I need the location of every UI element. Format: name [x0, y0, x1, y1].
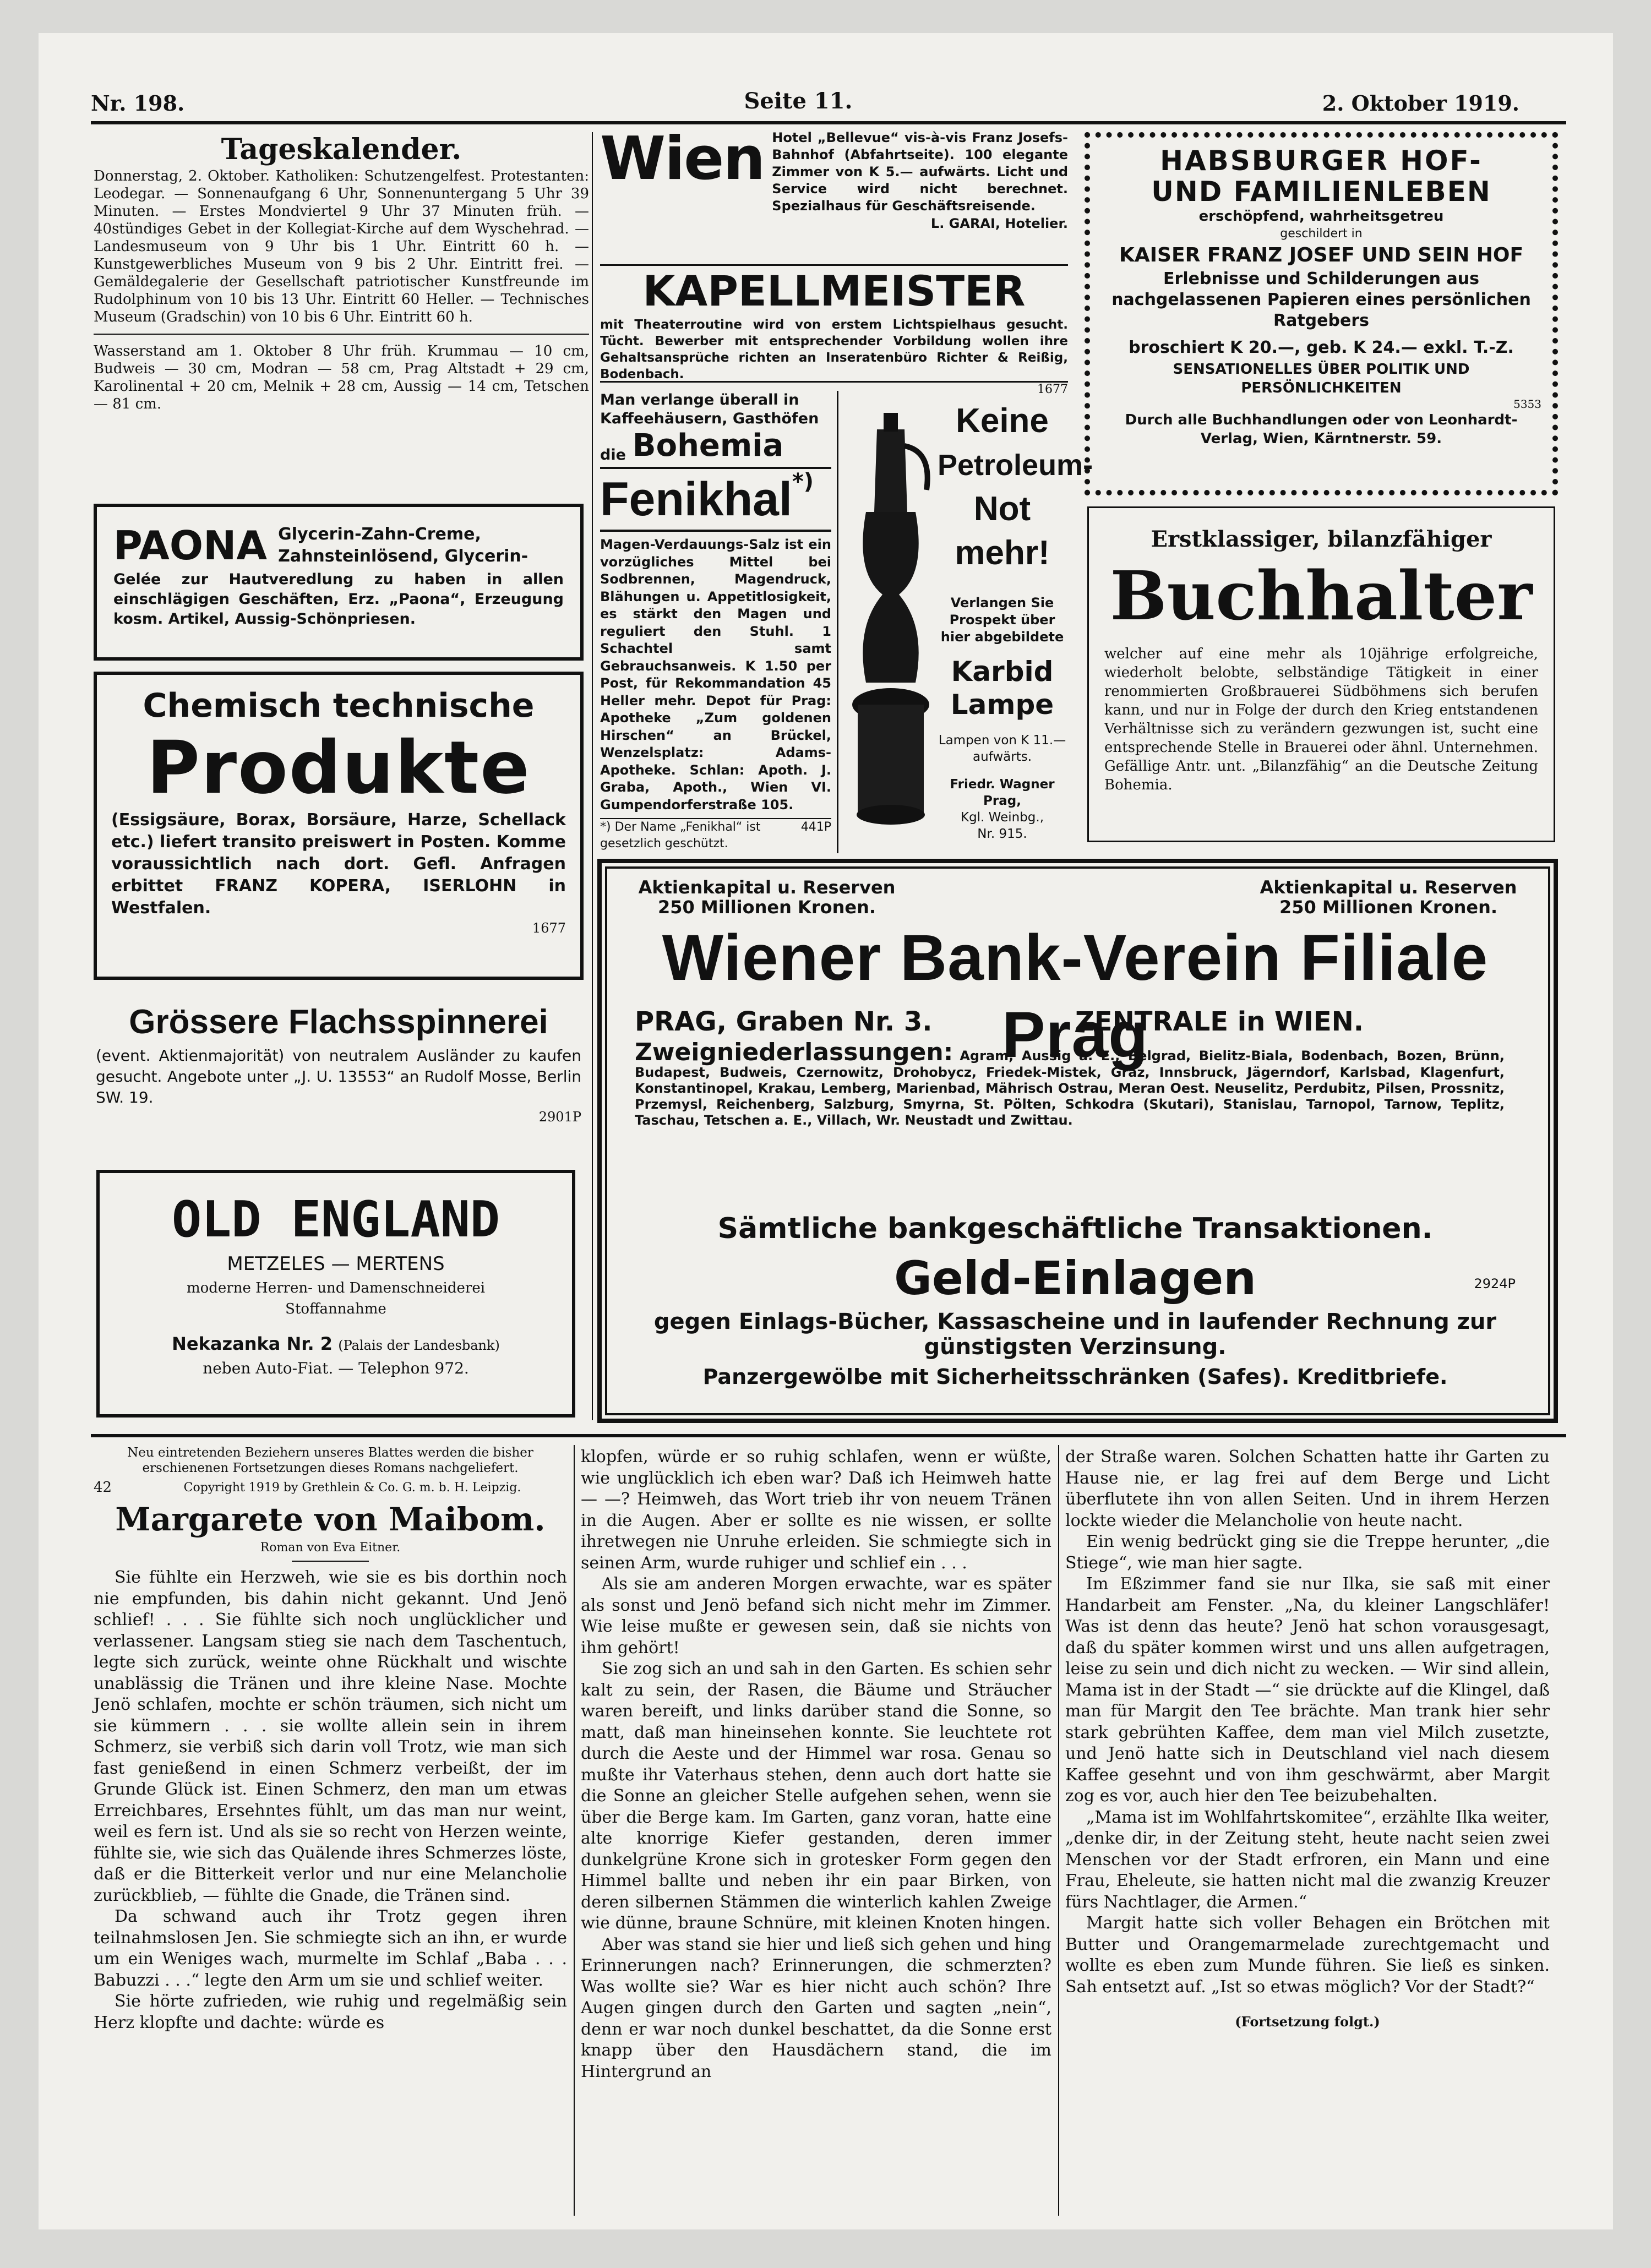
- chemisch-code: 1677: [532, 920, 566, 936]
- bank-capital-left2: 250 Millionen Kronen.: [657, 897, 876, 918]
- habsburger-sub1: erschöpfend, wahrheitsgetreu: [1198, 208, 1444, 225]
- bank-address: PRAG, Graben Nr. 3.: [635, 1006, 933, 1037]
- fenikhal-die: die: [600, 446, 626, 464]
- petroleum-text2: Lampen von K 11.— aufwärts.: [938, 733, 1066, 764]
- novel-col2-p2: Als sie am anderen Morgen erwachte, war es später als sonst und Jenö befand sich nicht mehr im Zimmer. Wie leise mußte er gewesen sein, daß sie nichts von ihm gehört!: [581, 1574, 1051, 1658]
- fenikhal-mark: *): [792, 469, 814, 494]
- oldengland-title: OLD ENGLAND: [171, 1191, 500, 1249]
- paona-line2: Zahnsteinlösend, Glycerin-: [278, 547, 528, 566]
- issue-date: 2. Oktober 1919.: [1322, 91, 1519, 116]
- novel-col3-p1: der Straße waren. Solchen Schatten hatte ihr Garten zu Hause nie, er lag frei auf dem Berge und Licht überflutete ihn von allen Seiten. Und in ihrem Herzen lockte wieder die Melancholie von heute nacht.: [1065, 1447, 1550, 1530]
- novel-col2-p1: klopfen, würde er so ruhig schlafen, wenn er wüßte, wie unglücklich ich eben war? Daß ich Heimweh hatte — —? Heimweh, das Wort trieb ihr von neuem Tränen in die Augen. Aber er sollte es nie wissen, er sollte ihretwegen nie Unruhe erleiden. Sie schmiegte sich in seinen Arm, wurde ruhiger und schlief ein . . .: [581, 1447, 1051, 1573]
- wien-text: Hotel „Bellevue“ vis-à-vis Franz Josefs-Bahnhof (Abfahrtseite). 100 elegante Zimmer von K 5.— aufwärts. Licht und Service wird nicht berechnet. Spezialhaus für Geschäftsreisende.: [772, 130, 1068, 214]
- karbid-lamp-ad: [837, 391, 1093, 853]
- bank-zentrale: ZENTRALE in WIEN.: [1075, 1006, 1364, 1037]
- column-rule: [592, 132, 593, 1420]
- bank-title: Wiener Bank-Verein Filiale Prag: [662, 922, 1489, 1071]
- petroleum-firm: Friedr. Wagner: [950, 777, 1055, 792]
- bank-capital-right2: 250 Millionen Kronen.: [1279, 897, 1498, 918]
- paona-brand: PAONA: [113, 522, 268, 569]
- habsburger-price: broschiert K 20.—, geb. K 24.— exkl. T.-Z.: [1129, 338, 1514, 357]
- petroleum-l3: Not: [973, 490, 1031, 528]
- issue-number: Nr. 198.: [91, 91, 185, 116]
- buchhalter-ad: [1087, 506, 1555, 842]
- bank-trans: Sämtliche bankgeschäftliche Transaktionen.: [717, 1212, 1433, 1245]
- chemisch-text: (Essigsäure, Borax, Borsäure, Harze, Schellack etc.) liefert transito preiswert in Posten. Komme voraussichtlich nach dort. Gefl. Anfragen erbittet FRANZ KOPERA, ISERLOHN in Westfalen.: [111, 810, 566, 918]
- novel-col3-p3: Im Eßzimmer fand sie nur Ilka, sie saß mit einer Handarbeit am Fenster. „Na, du kleiner Langschläfer! Was ist denn das heute? Jenö hat schon vorausgesagt, daß du später kommen wirst und uns allen aufgetragen, leise zu sein und dich nicht zu wecken. — Wir sind allein, Mama ist in der Stadt —“ sie drückte auf die Klingel, daß man für Margit den Tee brächte. Man trank hier sehr stark gebrühten Kaffee, dem man viel Milch zusetzte, und Jenö hatte sich in Deutschland viel nach diesem Kaffee gesehnt und von ihm geschwärmt, aber Margit zog es vor, auch hier den Tee beizubehalten.: [1065, 1574, 1550, 1806]
- flachs-title: Grössere Flachsspinnerei: [129, 1003, 548, 1041]
- title-rule: [292, 1561, 369, 1562]
- chemisch-ad: [94, 672, 584, 980]
- paona-ad: [94, 504, 584, 661]
- kapellmeister-title: KAPELLMEISTER: [642, 266, 1026, 315]
- novel-col3-p2: Ein wenig bedrückt ging sie die Treppe herunter, „die Stiege“, wie man hier sagte.: [1065, 1532, 1550, 1573]
- habsburger-verlag: Durch alle Buchhandlungen oder von Leonhardt-Verlag, Wien, Kärntnerstr. 59.: [1125, 412, 1518, 447]
- tageskalender-title: Tageskalender.: [221, 133, 462, 166]
- habsburger-title1: HABSBURGER HOF-: [1160, 145, 1483, 177]
- tageskalender-text: Donnerstag, 2. Oktober. Katholiken: Schutzengelfest. Protestanten: Leodegar. — Sonnenaufgang 6 Uhr, Sonnenuntergang 5 Uhr 39 Minuten. — Erstes Mondviertel 9 Uhr 37 Minuten früh. — 40stündiges Gebet in der Kollegiat-Kirche auf dem Wyschehrad. — Landesmuseum von 9 Uhr bis 1 Uhr. Eintritt 60 h. — Kunstgewerbliches Museum von 9 bis 2 Uhr. Eintritt frei. — Gemäldegalerie der Gesellschaft patriotischer Kunstfreunde im Rudolphinum von 10 bis 13 Uhr. Eintritt 60 Heller. — Technisches Museum (Gradschin) von 10 bis 6 Uhr. Eintritt 60 h.: [94, 168, 589, 325]
- buchhalter-title: Buchhalter: [1110, 556, 1533, 635]
- habsburger-title2: UND FAMILIENLEBEN: [1151, 176, 1491, 208]
- oldengland-address2: (Palais der Landesbank): [338, 1338, 500, 1353]
- paona-text: Gelée zur Hautveredlung zu haben in allen einschlägigen Geschäften, Erz. „Paona“, Erzeugung kosm. Artikel, Aussig-Schönpriesen.: [113, 571, 564, 628]
- column-rule: [574, 1445, 575, 2216]
- novel-col2-p4: Aber was stand sie hier und ließ sich gehen und hing Erinnerungen nach? Erinnerungen, die schmerzten? Was wollte sie? War es hier nicht auch schön? Ihre Augen gingen durch den Garten und sagten „nein“, denn er war noch dunkel beschattet, da die Sonne erst knapp über den Hausdächern stand, die im Hintergrund an: [581, 1934, 1051, 2081]
- bank-branches: Agram, Aussig a. E., Belgrad, Bielitz-Biala, Bodenbach, Bozen, Brünn, Budapest, Budweis, Czernowitz, Drohobycz, Friedek-Mistek, Graz, Innsbruck, Jägerndorf, Karlsbad, Klagenfurt, Konstantinopel, Krakau, Lemberg, Marienbad, Mährisch Ostrau, Meran Oest. Neuselitz, Perdubitz, Pilsen, Prossnitz, Przemysl, Reichenberg, Salzburg, Smyrna, St. Pölten, Schkodra (Skutari), Stanislau, Tarnopol, Tarnow, Teplitz, Taschau, Tetschen a. E., Villach, Wr. Neustadt und Zwittau.: [635, 1048, 1505, 1128]
- novel-fortsetzung: (Fortsetzung folgt.): [1235, 2014, 1380, 2030]
- petroleum-text1: Verlangen Sie Prospekt über hier abgebildete: [940, 595, 1064, 645]
- bank-code: 2924P: [1474, 1276, 1516, 1291]
- bank-capital-left1: Aktienkapital u. Reserven: [638, 877, 896, 898]
- buchhalter-intro: Erstklassiger, bilanzfähiger: [1151, 526, 1492, 552]
- fenikhal-bohemia: Bohemia: [632, 428, 784, 464]
- novel-column-2: [581, 1447, 1051, 2228]
- wasserstand-text: Wasserstand am 1. Oktober 8 Uhr früh. Krummau — 10 cm, Budweis — 30 cm, Modran — 58 cm, Prag Altstadt + 29 cm, Karolinental + 20 cm, Melnik + 28 cm, Aussig — 14 cm, Tetschen — 81 cm.: [94, 343, 589, 412]
- flachs-ad: [94, 994, 584, 1153]
- flachs-code: 2901P: [538, 1109, 581, 1125]
- karbid-label: Karbid: [951, 656, 1054, 688]
- newspaper-page: [39, 33, 1613, 2229]
- novel-notice: Neu eintretenden Beziehern unseres Blattes werden die bisher erschienenen Fortsetzungen dieses Romans nachgeliefert.: [127, 1446, 533, 1475]
- tageskalender-section: [94, 132, 589, 495]
- paona-line1: Glycerin-Zahn-Creme,: [278, 525, 481, 544]
- buchhalter-text: welcher auf eine mehr als 10jährige erfolgreiche, wiederholt belobte, selbständige Tätigkeit in einer renommierten Großbrauerei Südböhmens sich berufen kann, und nur in Folge der durch den Krieg entstandenen Verhältnisse sich zu verändern gezwungen ist, sucht eine entsprechende Stelle in Brauerei oder ähnl. Unternehmen. Gefällige Antr. unt. „Bilanzfähig“ an die Deutsche Zeitung Bohemia.: [1104, 646, 1538, 793]
- petroleum-l4: mehr!: [955, 534, 1050, 572]
- bank-panzer: Panzergewölbe mit Sicherheitsschränken (Safes). Kreditbriefe.: [702, 1365, 1448, 1389]
- oldengland-address: Nekazanka Nr. 2: [172, 1333, 333, 1354]
- divider: [94, 334, 589, 335]
- habsburger-sub2: geschildert in: [1280, 227, 1363, 241]
- fenikhal-intro: Man verlange überall in Kaffeehäusern, Gasthöfen: [600, 391, 819, 427]
- novel-title: Margarete von Maibom.: [115, 1501, 546, 1538]
- novel-col1-p1: Sie fühlte ein Herzweh, wie sie es bis dorthin noch nie empfunden, bis dahin nicht gekannt. Und Jenö schlief! . . . Sie fühlte sich noch unglücklicher und verlassener. Langsam stieg sie nach dem Taschentuch, legte sich zurück, weinte ohne Rückhalt und wischte unablässig die Tränen und ihre kleine Nase. Mochte Jenö schlafen, mochte er schön träumen, sich nicht um sie kümmern . . . sie wollte allein sein in ihrem Schmerz, sie verbiß sich darin voll Trotz, wie man sich fast genießend in einen Schmerz verbeißt, der im Grunde Glück ist. Einen Schmerz, den man um etwas Erreichbares, Ersehntes fühlt, um das man nur weint, weil es fern ist. Und als sie so recht von Herzen weinte, fühlte sie, wie sich das Quälende ihres Schmerzes löste, daß er die Bitterkeit verlor und nur eine Melancholie zurückblieb, — fühlte die Gnade, die Tränen sind.: [94, 1568, 567, 1905]
- kapellmeister-ad: [600, 264, 1068, 396]
- lampe-label: Lampe: [950, 689, 1054, 721]
- chemisch-line2: Produkte: [146, 726, 531, 810]
- feuilleton-rule: [91, 1434, 1566, 1437]
- bank-geld: Geld-Einlagen: [893, 1251, 1257, 1305]
- novel-col3-p4: „Mama ist im Wohlfahrtskomitee“, erzählte Ilka weiter, „denke dir, in der Zeitung steht, heute nacht seien zwei Menschen vor der Stadt erfroren, ein Mann und eine Frau, Eheleute, sie hatten nicht mal die zwanzig Kreuzer fürs Nachtlager, die Armen.“: [1065, 1807, 1550, 1912]
- habsburger-code: 5353: [1513, 397, 1541, 411]
- petroleum-l1: Keine: [956, 402, 1049, 440]
- petroleum-street: Kgl. Weinbg.,: [960, 810, 1044, 825]
- column-rule: [1058, 1445, 1059, 2216]
- fenikhal-footnote: *) Der Name „Fenikhal“ ist gesetzlich geschützt.: [600, 820, 761, 850]
- novel-col3-p5: Margit hatte sich voller Behagen ein Brötchen mit Butter und Orangemarmelade zurechtgemacht und wollte es eben zum Munde führen. Sie ließ es sinken. Sah entsetzt auf. „Ist so etwas möglich? Vor der Stadt?“: [1065, 1913, 1550, 1997]
- oldengland-desc: moderne Herren- und Damenschneiderei: [186, 1280, 486, 1296]
- kapellmeister-text: mit Theaterroutine wird von erstem Lichtspielhaus gesucht. Tücht. Bewerber mit entsprechender Vorbildung wollen ihre Gehaltsansprüche richten an Inseratenbüro Richter & Reißig, Bodenbach.: [600, 318, 1068, 381]
- kapellmeister-code: 1677: [1037, 383, 1068, 396]
- wien-title: Wien: [600, 124, 765, 193]
- bank-branches-block: [635, 1040, 1505, 1128]
- novel-number: 42: [94, 1479, 112, 1496]
- bank-gegen: gegen Einlags-Bücher, Kassascheine und in laufender Rechnung zur günstigsten Verzinsung.: [653, 1309, 1497, 1360]
- bank-ad: [597, 859, 1558, 1423]
- oldengland-ad: [96, 1170, 575, 1417]
- chemisch-line1: Chemisch technische: [143, 686, 535, 725]
- novel-col1-p3: Sie hörte zufrieden, wie ruhig und regelmäßig sein Herz klopfte und dachte: würde es: [94, 1992, 567, 2032]
- habsburger-desc: Erlebnisse und Schilderungen aus nachgelassenen Papieren eines persönlichen Ratgebers: [1111, 269, 1531, 330]
- novel-column-3: [1065, 1447, 1550, 2228]
- fenikhal-title: Fenikhal: [600, 473, 792, 526]
- wien-owner: L. GARAI, Hotelier.: [930, 216, 1068, 231]
- header-rule: [91, 121, 1566, 124]
- petroleum-l2: Petroleum-: [938, 449, 1093, 482]
- fenikhal-text: Magen-Verdauungs-Salz ist ein vorzügliches Mittel bei Sodbrennen, Magendruck, Blähungen u. Appetitlosigkeit, es stärkt den Magen und reguliert den Stuhl. 1 Schachtel samt Gebrauchsanweis. K 1.50 per Post, für Rekommandation 45 Heller mehr. Depot für Prag: Apotheke „Zum goldenen Hirschen“ an Brückel, Wenzelsplatz: Adams-Apotheke. Schlan: Apoth. J. Graba, Apoth., Wien VI. Gumpendorferstraße 105.: [600, 537, 831, 813]
- bank-capital-right1: Aktienkapital u. Reserven: [1260, 877, 1517, 898]
- petroleum-nr: Nr. 915.: [977, 827, 1027, 841]
- petroleum-city: Prag,: [983, 794, 1021, 808]
- habsburger-ad: [1085, 132, 1558, 495]
- oldengland-desc2: Stoffannahme: [285, 1301, 386, 1317]
- novel-col1-p2: Da schwand auch ihr Trotz gegen ihren teilnahmslosen Jen. Sie schmiegte sich an ihn, er wurde um ein Weniges wach, murmelte im Schlaf „Baba . . . Babuzzi . . .“ legte den Arm um sie und schlief weiter.: [94, 1907, 567, 1990]
- flachs-text: (event. Aktienmajorität) von neutralem Ausländer zu kaufen gesucht. Angebote unter „J. U. 13553“ an Rudolf Mosse, Berlin SW. 19.: [96, 1046, 581, 1106]
- habsburger-sens: SENSATIONELLES ÜBER POLITIK UND PERSÖNLICHKEITEN: [1173, 361, 1470, 396]
- novel-column-1: [94, 1445, 567, 2227]
- bank-zweig: Zweigniederlassungen:: [635, 1038, 953, 1066]
- novel-copyright: Copyright 1919 by Grethlein & Co. G. m. b. H. Leipzig.: [183, 1481, 521, 1495]
- oldengland-names: METZELES — MERTENS: [227, 1253, 445, 1275]
- habsburger-main: KAISER FRANZ JOSEF UND SEIN HOF: [1119, 244, 1524, 266]
- oldengland-extra: neben Auto-Fiat. — Telephon 972.: [203, 1359, 469, 1377]
- fenikhal-footcode: 441P: [800, 820, 831, 834]
- novel-author: Roman von Eva Eitner.: [260, 1541, 401, 1555]
- fenikhal-ad: [600, 391, 831, 853]
- page-number: Seite 11.: [744, 88, 853, 114]
- wien-hotel-ad: [600, 124, 1068, 261]
- lamp-illustration: [844, 396, 938, 837]
- novel-col2-p3: Sie zog sich an und sah in den Garten. Es schien sehr kalt zu sein, der Rasen, die Bäume und Sträucher waren bereift, und links darüber stand die Sonne, so matt, daß man hineinsehen konnte. Sie leuchtete rot durch die Aeste und der Himmel war rosa. Genau so mußte ihr Vaterhaus stehen, denn auch dort hatte sie die Sonne an gleicher Stelle aufgehen sehen, wenn sie über die Berge kam. Im Garten, ganz voran, hatte eine alte knorrige Kiefer gestanden, deren immer dunkelgrüne Krone sich in grotesker Form gegen den Himmel ballte und neben ihr ein paar Birken, von deren silbernen Stämmen die winterlich kahlen Zweige wie dünne, braune Schnüre, mit kleinen Knoten hingen.: [581, 1659, 1051, 1933]
